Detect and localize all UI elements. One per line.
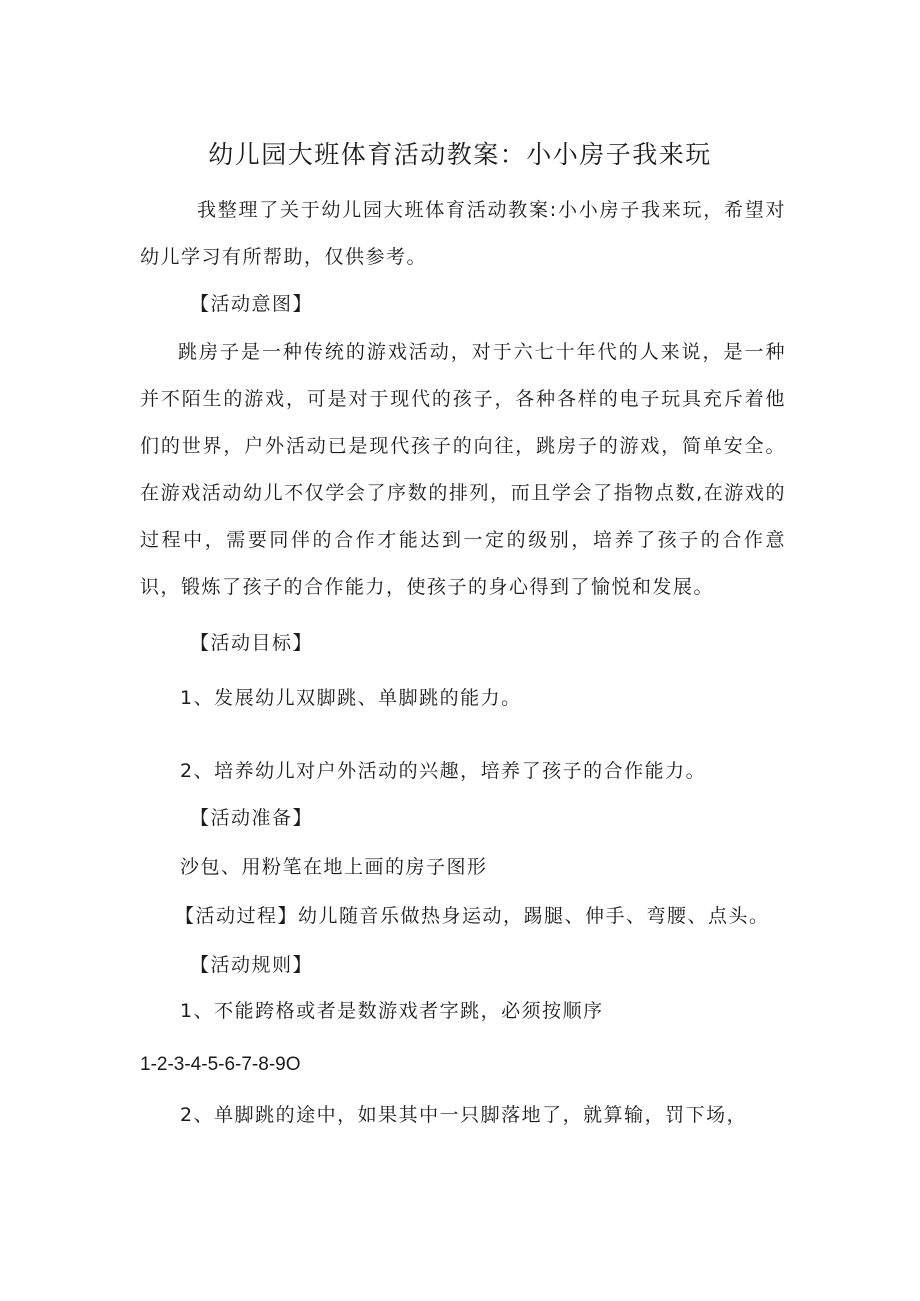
goal-item-1: 1、发展幼儿双脚跳、单脚跳的能力。: [180, 687, 522, 709]
rule-item-1: 1、不能跨格或者是数游戏者字跳，必须按顺序: [180, 1000, 604, 1022]
intro-paragraph: 我整理了关于幼儿园大班体育活动教案:小小房子我来玩，希望对幼儿学习有所帮助，仅供参考。: [140, 199, 786, 268]
intent-paragraph: 跳房子是一种传统的游戏活动，对于六七十年代的人来说，是一种并不陌生的游戏，可是对于现代的孩子，各种各样的电子玩具充斥着他们的世界，户外活动已是现代孩子的向往，跳房子的游戏，简单安全。在游戏活动幼儿不仅学会了序数的排列，而且学会了指物点数,在游戏的过程中，需要同伴的合作才能达到一定的级别，培养了孩子的合作意识，锻炼了孩子的合作能力，使孩子的身心得到了愉悦和发展。: [140, 341, 786, 598]
section-heading-intent: 【活动意图】: [190, 293, 314, 315]
rule-item-2: 2、单脚跳的途中，如果其中一只脚落地了，就算输，罚下场，: [180, 1104, 748, 1126]
page-title: 幼儿园大班体育活动教案：小小房子我来玩: [208, 140, 712, 169]
goal-item-2: 2、培养幼儿对户外活动的兴趣，培养了孩子的合作能力。: [180, 760, 707, 782]
process-text: 【活动过程】幼儿随音乐做热身运动，踢腿、伸手、弯腰、点头。: [175, 905, 770, 927]
section-heading-rules: 【活动规则】: [190, 954, 314, 976]
section-heading-preparation: 【活动准备】: [190, 807, 314, 829]
preparation-text: 沙包、用粉笔在地上画的房子图形: [180, 856, 488, 878]
section-heading-goals: 【活动目标】: [190, 632, 314, 654]
rule-sequence: 1-2-3-4-5-6-7-8-9O: [140, 1054, 301, 1075]
